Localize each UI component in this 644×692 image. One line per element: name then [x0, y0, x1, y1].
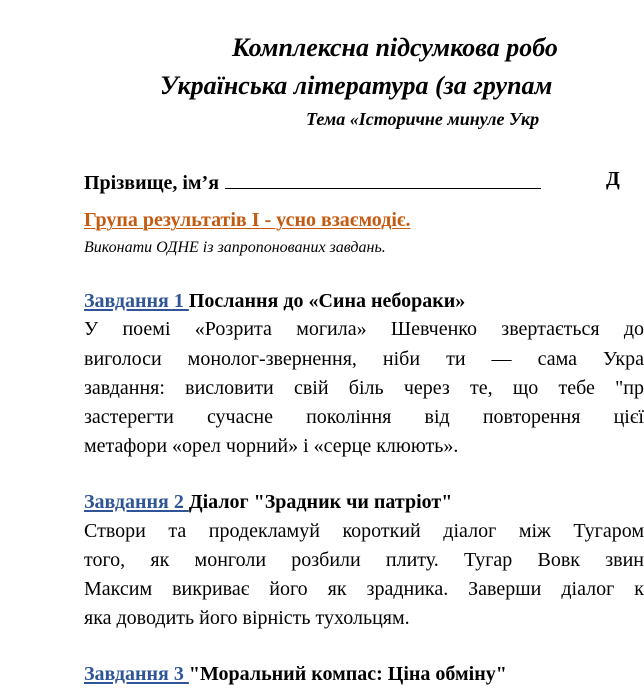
group-heading: Група результатів І - усно взаємодіє. — [84, 209, 411, 231]
task-1-text-line: виголоси монолог-звернення, ніби ти — сама Укра — [84, 348, 644, 370]
task-2-title: Діалог "Зрадник чи патріот" — [188, 491, 453, 513]
group-instruction: Виконати ОДНЕ із запропонованих завдань. — [84, 239, 386, 256]
document-subtitle: Українська література (за групам — [160, 71, 553, 100]
task-1-text-line: застерегти сучасне покоління від повторення цієї — [84, 406, 644, 428]
task-1-text-line: завдання: висловити свій біль через те, що тебе "пр — [84, 377, 644, 399]
student-name-label: Прізвище, ім’я — [84, 172, 220, 194]
task-2-text-line: Створи та продекламуй короткий діалог між Тугаром — [84, 520, 644, 542]
document-topic: Тема «Історичне минуле Укр — [306, 109, 540, 129]
next-field-label: Д — [606, 168, 620, 190]
task-1-heading — [84, 290, 465, 313]
task-1-number: Завдання 1 — [84, 290, 189, 312]
task-1-text-line: метафори «орел чорний» і «серце клюють». — [84, 435, 459, 457]
task-3-number: Завдання 3 — [84, 663, 189, 685]
task-1-text-line: У поемі «Розрита могила» Шевченко звертається до — [84, 318, 644, 340]
task-2-number: Завдання 2 — [84, 491, 189, 513]
task-2-text-line: Максим викриває його як зрадника. Заверши діалог к — [84, 578, 644, 600]
task-1-title: Послання до «Сина небораки» — [188, 290, 466, 312]
student-name-row — [84, 168, 541, 195]
task-2-text-line: того, як монголи розбили плиту. Тугар Вовк звин — [84, 549, 644, 571]
document-title: Комплексна підсумкова робо — [232, 33, 558, 62]
student-name-field[interactable] — [225, 168, 541, 189]
task-3-title: "Моральний компас: Ціна обміну" — [188, 663, 507, 685]
task-2-heading — [84, 491, 452, 514]
task-3-heading — [84, 663, 507, 686]
task-2-text-line: яка доводить його вірність тухольцям. — [84, 607, 410, 629]
